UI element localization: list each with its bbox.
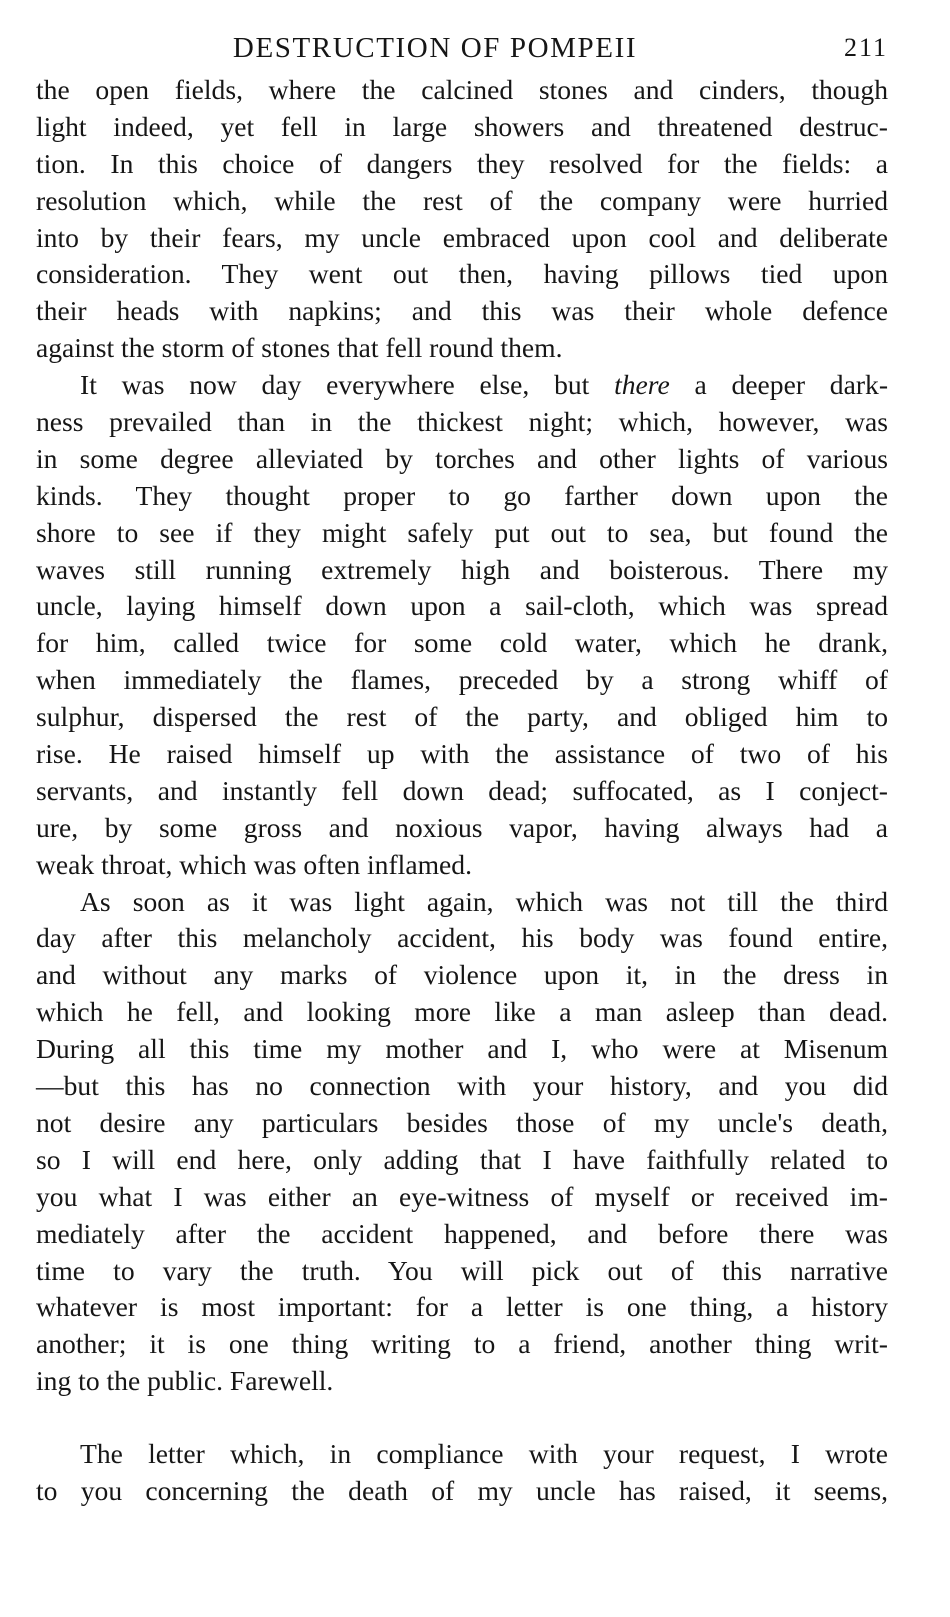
- text-line: time to vary the truth. You will pick out of this narrative: [36, 1254, 888, 1286]
- running-head: [36, 24, 888, 72]
- text-line: rise. He raised himself up with the assistance of two of his: [36, 738, 888, 770]
- paragraph: [36, 367, 888, 883]
- text-line: for him, called twice for some cold water, which he drank,: [36, 627, 888, 659]
- text-line: sulphur, dispersed the rest of the party, and obliged him to: [36, 701, 888, 733]
- text-line: and without any marks of violence upon it, in the dress in: [36, 959, 888, 991]
- text-segment: a deeper dark-: [669, 369, 889, 401]
- text-line: when immediately the flames, preceded by a strong whiff of: [36, 664, 888, 696]
- text-line: The letter which, in compliance with your request, I wrote: [80, 1438, 888, 1470]
- text-line: resolution which, while the rest of the company were hurried: [36, 184, 888, 216]
- text-line: into by their fears, my uncle embraced upon cool and deliberate: [36, 221, 888, 253]
- text-line: [36, 367, 888, 404]
- text-line: their heads with napkins; and this was their whole defence: [36, 295, 888, 327]
- text-line: to you concerning the death of my uncle has raised, it seems,: [36, 1474, 888, 1506]
- text-line: kinds. They thought proper to go farther down upon the: [36, 479, 888, 511]
- text-line: whatever is most important: for a letter is one thing, a history: [36, 1291, 888, 1323]
- text-line: ing to the public. Farewell.: [36, 1365, 334, 1397]
- text-line: so I will end here, only adding that I have faithfully related to: [36, 1143, 888, 1175]
- text-line: light indeed, yet fell in large showers and threatened destruc-: [36, 110, 888, 142]
- text-line: shore to see if they might safely put out to sea, but found the: [36, 516, 888, 548]
- text-line: consideration. They went out then, having pillows tied upon: [36, 258, 888, 290]
- text-line: servants, and instantly fell down dead; suffocated, as I conject-: [36, 774, 888, 806]
- text-line: mediately after the accident happened, and before there was: [36, 1217, 888, 1249]
- text-line: the open fields, where the calcined stones and cinders, though: [36, 74, 888, 105]
- text-line: waves still running extremely high and boisterous. There my: [36, 553, 888, 585]
- book-page: [36, 24, 888, 1510]
- paragraph: [36, 1436, 888, 1510]
- text-line: which he fell, and looking more like a man asleep than dead.: [36, 996, 888, 1028]
- page-number: 211: [843, 33, 888, 62]
- text-line: uncle, laying himself down upon a sail-cloth, which was spread: [36, 590, 888, 622]
- text-line: ness prevailed than in the thickest night; which, however, was: [36, 406, 888, 438]
- paragraph: [36, 72, 888, 367]
- text-line: not desire any particulars besides those of my uncle's death,: [36, 1106, 888, 1138]
- text-line: As soon as it was light again, which was not till the third: [80, 885, 888, 917]
- section-gap: [36, 1400, 888, 1436]
- text-line: in some degree alleviated by torches and other lights of various: [36, 442, 888, 474]
- paragraph: [36, 884, 888, 1400]
- italic-word: there: [614, 369, 670, 401]
- text-line: tion. In this choice of dangers they resolved for the fields: a: [36, 147, 888, 179]
- text-line: During all this time my mother and I, who were at Misenum: [36, 1033, 888, 1065]
- text-line: ure, by some gross and noxious vapor, having always had a: [36, 811, 888, 843]
- text-line: you what I was either an eye-witness of myself or received im-: [36, 1180, 888, 1212]
- text-line: another; it is one thing writing to a friend, another thing writ-: [36, 1328, 888, 1360]
- text-line: day after this melancholy accident, his body was found entire,: [36, 922, 888, 954]
- text-line: against the storm of stones that fell round them.: [36, 332, 563, 364]
- text-line: weak throat, which was often inflamed.: [36, 848, 472, 880]
- text-line: —but this has no connection with your history, and you did: [36, 1070, 888, 1102]
- text-segment: It was now day everywhere else, but: [80, 369, 615, 401]
- running-title: DESTRUCTION OF POMPEII: [232, 32, 638, 64]
